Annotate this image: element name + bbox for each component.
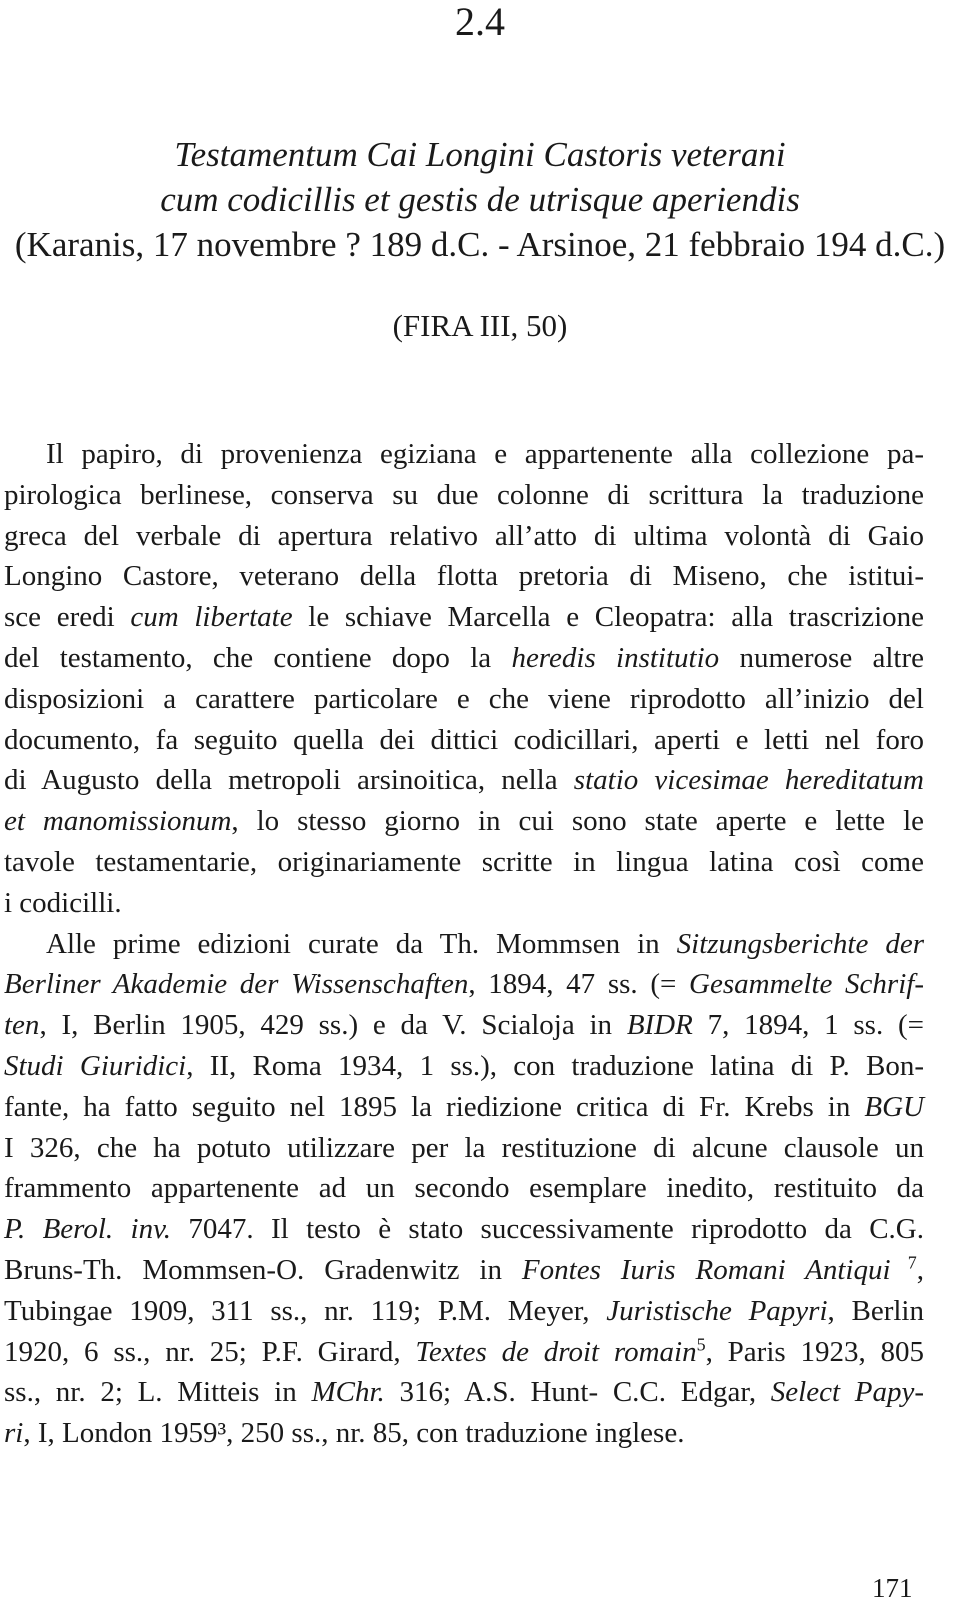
title-line-1: Testamentum Cai Longini Castoris veterani — [174, 135, 786, 174]
text-line — [4, 1209, 924, 1250]
italic-span: cum libertate — [130, 601, 293, 634]
text-span: Il papiro, di provenienza egiziana e appartenente alla collezione pa- — [46, 438, 924, 470]
italic-span: P. Berol. inv. — [4, 1213, 172, 1246]
italic-span: BGU — [864, 1090, 924, 1123]
text-span: 1920, 6 ss., nr. 25; P.F. Girard, — [4, 1335, 416, 1368]
text-line — [4, 883, 924, 924]
text-line — [4, 1005, 924, 1046]
text-span: del testamento, che contiene dopo la — [4, 641, 512, 674]
text-line — [4, 1046, 924, 1087]
text-line — [4, 638, 924, 679]
italic-span: Gesammelte Schrif- — [689, 968, 924, 1001]
text-line — [4, 1168, 924, 1209]
italic-span: et manomissionum — [4, 805, 232, 838]
text-span: frammento appartenente ad un secondo esemplare inedito, restituito da — [4, 1172, 924, 1205]
text-span: I 326, che ha potuto utilizzare per la restituzione di alcune clausole un — [4, 1131, 924, 1164]
text-line — [4, 801, 924, 842]
italic-span: BIDR — [626, 1009, 693, 1042]
text-line — [4, 1413, 924, 1454]
text-span: disposizioni a carattere particolare e che viene riprodotto all’inizio del — [4, 682, 924, 715]
text-line — [4, 964, 924, 1005]
text-span: , II, Roma 1934, 1 ss.), con traduzione latina di P. Bon- — [186, 1049, 924, 1082]
text-span: , lo stesso giorno in cui sono state aperte e lette le — [231, 805, 924, 838]
text-line — [4, 597, 924, 638]
text-line — [4, 1372, 924, 1413]
text-line — [4, 1291, 924, 1332]
text-span: Bruns-Th. Mommsen-O. Gradenwitz in — [4, 1253, 522, 1286]
text-span: Alle prime edizioni curate da Th. Mommsen in — [46, 927, 677, 960]
text-line — [4, 760, 924, 801]
text-span: 316; A.S. Hunt- C.C. Edgar, — [384, 1376, 771, 1409]
page-number: 171 — [872, 1573, 913, 1603]
italic-span: ri — [4, 1417, 24, 1450]
italic-span: MChr. — [311, 1376, 385, 1409]
document-title — [0, 132, 960, 267]
text-line — [4, 679, 924, 720]
italic-span: ten — [4, 1009, 40, 1042]
text-span: , — [916, 1253, 924, 1286]
text-span: pirologica berlinese, conserva su due colonne di scrittura la traduzione — [4, 478, 924, 511]
superscript: 7 — [890, 1252, 917, 1273]
text-span: fante, ha fatto seguito nel 1895 la riedizione critica di Fr. Krebs in — [4, 1090, 865, 1123]
text-span: numerose altre — [719, 641, 924, 674]
text-line — [4, 1087, 924, 1128]
italic-span: Juristische Papyri — [606, 1294, 828, 1327]
text-line — [4, 475, 924, 516]
text-span: , I, Berlin 1905, 429 ss.) e da V. Scialoja in — [39, 1009, 627, 1042]
title-dates: (Karanis, 17 novembre ? 189 d.C. - Arsinoe, 21 febbraio 194 d.C.) — [14, 225, 946, 264]
text-span: Longino Castore, veterano della flotta pretoria di Miseno, che istitui- — [4, 560, 924, 593]
text-span: , Berlin — [827, 1294, 924, 1327]
text-span: , 1894, 47 ss. (= — [468, 968, 690, 1001]
text-span: greca del verbale di apertura relativo all’atto di ultima volontà di Gaio — [4, 519, 924, 552]
italic-span: heredis institutio — [511, 641, 720, 674]
text-span: i codicilli. — [4, 886, 122, 919]
text-span: , Paris 1923, 805 — [705, 1335, 925, 1368]
text-span: 7047. Il testo è stato successivamente riprodotto da C.G. — [171, 1213, 924, 1246]
superscript: 5 — [696, 1333, 706, 1354]
body-text — [4, 434, 924, 1454]
paragraph-2 — [4, 924, 924, 1454]
title-line-2: cum codicillis et gestis de utrisque aperiendis — [160, 180, 800, 219]
italic-span: statio vicesimae hereditatum — [573, 764, 924, 797]
text-line — [4, 556, 924, 597]
text-line — [4, 1128, 924, 1169]
text-line — [4, 516, 924, 557]
italic-span: Fontes Iuris Romani Antiqui — [521, 1253, 891, 1286]
text-line — [4, 720, 924, 761]
text-span: le schiave Marcella e Cleopatra: alla trascrizione — [292, 601, 924, 634]
italic-span: Berliner Akademie der Wissenschaften — [4, 968, 469, 1001]
text-span: di Augusto della metropoli arsinoitica, nella — [4, 764, 574, 797]
text-span: , I, London 1959³, 250 ss., nr. 85, con traduzione inglese. — [23, 1417, 685, 1450]
source-reference: (FIRA III, 50) — [392, 308, 568, 343]
text-line — [4, 1332, 924, 1373]
italic-span: Studi Giuridici — [4, 1049, 187, 1082]
text-span: tavole testamentarie, originariamente scritte in lingua latina così come — [4, 845, 924, 878]
text-line — [4, 842, 924, 883]
italic-span: Sitzungsberichte der — [676, 927, 925, 960]
italic-span: Textes de droit romain — [415, 1335, 697, 1368]
text-span: documento, fa seguito quella dei dittici codicillari, aperti e letti nel foro — [4, 723, 924, 756]
text-span: sce eredi — [4, 601, 131, 634]
section-number: 2.4 — [455, 0, 505, 44]
paragraph-1 — [4, 434, 924, 924]
text-span: ss., nr. 2; L. Mitteis in — [4, 1376, 312, 1409]
text-line — [4, 1250, 924, 1291]
italic-span: Select Papy- — [770, 1376, 924, 1409]
text-line — [4, 434, 924, 475]
text-span: Tubingae 1909, 311 ss., nr. 119; P.M. Meyer, — [4, 1294, 607, 1327]
text-line — [4, 924, 924, 965]
text-span: 7, 1894, 1 ss. (= — [692, 1009, 924, 1042]
